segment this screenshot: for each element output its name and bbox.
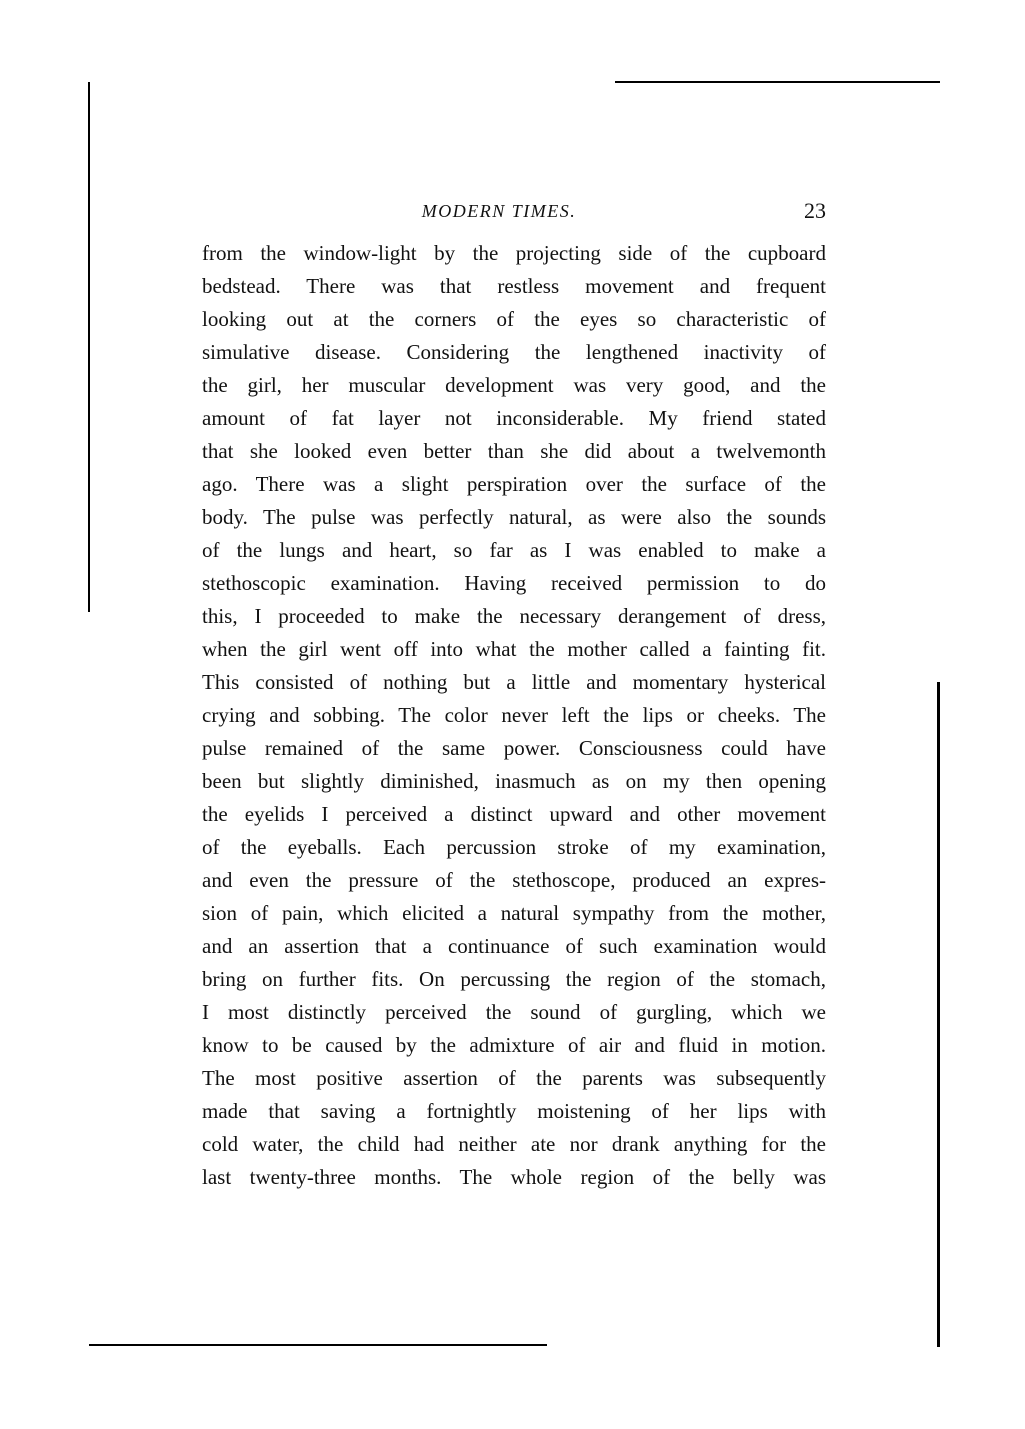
text-line: this, I proceeded to make the necessary derangement of dress,: [202, 604, 826, 628]
scan-border-left: [88, 82, 90, 612]
scan-border-bottom: [89, 1344, 547, 1346]
text-line: from the window-light by the projecting side of the cupboard: [202, 241, 826, 265]
text-line: the girl, her muscular development was very good, and the: [202, 373, 826, 397]
scan-border-top: [615, 81, 940, 83]
text-line: know to be caused by the admixture of air and fluid in motion.: [202, 1033, 826, 1057]
text-line: of the eyeballs. Each percussion stroke of my examination,: [202, 835, 826, 859]
running-title: MODERN TIMES.: [421, 201, 577, 221]
page-header: [202, 198, 826, 228]
text-line: bedstead. There was that restless movement and frequent: [202, 274, 826, 298]
text-line: and an assertion that a continuance of such examination would: [202, 934, 826, 958]
body-text: [202, 237, 826, 1194]
text-line: last twenty-three months. The whole region of the belly was: [202, 1165, 826, 1189]
text-line: stethoscopic examination. Having received permission to do: [202, 571, 826, 595]
text-line: pulse remained of the same power. Consciousness could have: [202, 736, 826, 760]
text-line: when the girl went off into what the mother called a fainting fit.: [202, 637, 826, 661]
text-line: cold water, the child had neither ate nor drank anything for the: [202, 1132, 826, 1156]
text-line: This consisted of nothing but a little and momentary hysterical: [202, 670, 826, 694]
text-line: bring on further fits. On percussing the region of the stomach,: [202, 967, 826, 991]
text-line: body. The pulse was perfectly natural, as were also the sounds: [202, 505, 826, 529]
text-line: I most distinctly perceived the sound of gurgling, which we: [202, 1000, 826, 1024]
text-line: crying and sobbing. The color never left the lips or cheeks. The: [202, 703, 826, 727]
text-line: been but slightly diminished, inasmuch as on my then opening: [202, 769, 826, 793]
text-line: ago. There was a slight perspiration over the surface of the: [202, 472, 826, 496]
text-line: that she looked even better than she did about a twelvemonth: [202, 439, 826, 463]
text-line: simulative disease. Considering the lengthened inactivity of: [202, 340, 826, 364]
text-line: sion of pain, which elicited a natural sympathy from the mother,: [202, 901, 826, 925]
text-line: made that saving a fortnightly moistening of her lips with: [202, 1099, 826, 1123]
text-line: and even the pressure of the stethoscope, produced an expres-: [202, 868, 826, 892]
text-line: The most positive assertion of the parents was subsequently: [202, 1066, 826, 1090]
page-number: 23: [804, 198, 826, 223]
text-line: of the lungs and heart, so far as I was enabled to make a: [202, 538, 826, 562]
text-line: looking out at the corners of the eyes so characteristic of: [202, 307, 826, 331]
text-line: amount of fat layer not inconsiderable. My friend stated: [202, 406, 826, 430]
text-line: the eyelids I perceived a distinct upward and other movement: [202, 802, 826, 826]
scan-border-right: [937, 682, 940, 1347]
